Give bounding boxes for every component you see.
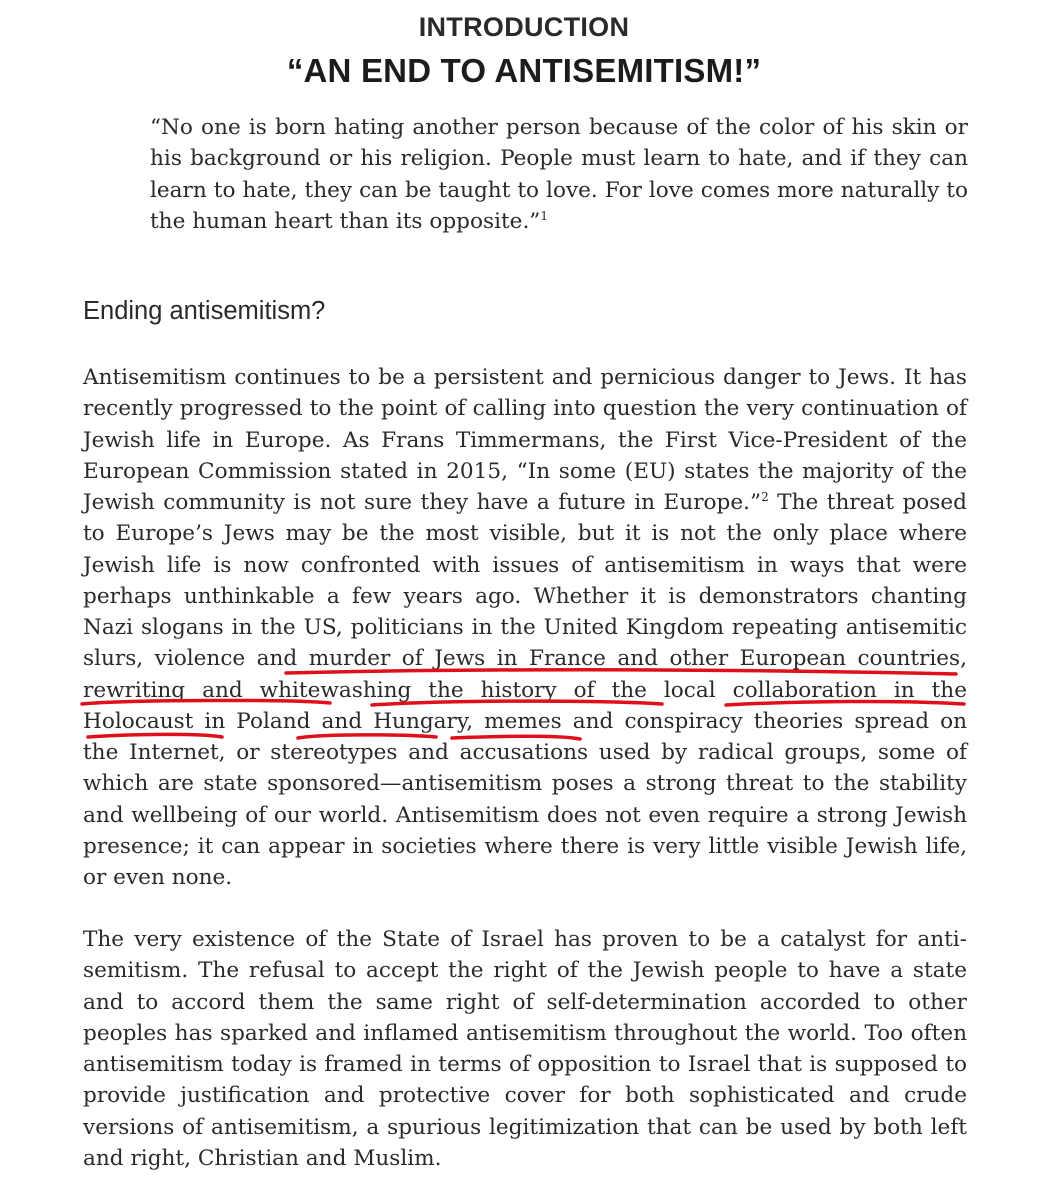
body-paragraph-2: The very existence of the State of Israel has proven to be a catalyst for antisemitism. The refusal to accept the right of the Jewish people to have a state and to accord them the same right of self-determination accorded to other peoples has sparked and inflamed antisemitism throughout the world. Too often antisemitism today is framed in terms of opposition to Israel that is supposed to provide justification and protective cover for both sophisticated and crude versions of antisemitism, a spurious legitimization that can be used by both left and right, Christian and Muslim. — [83, 927, 967, 1171]
chapter-title: “AN END TO ANTISEMITISM!” — [286, 52, 762, 89]
paragraph-1-part-a: Antisemitism continues to be a persistent and pernicious danger to Jews. It has recently progressed to the point of calling into question the very continuation of Jewish life in Europe. As Frans Timmermans, the First Vice-President of the European Commission stated in 2015, “In some (EU) states the majority of the Jewish community is not sure they have a future in Europe.” — [83, 365, 967, 515]
paragraph-1-part-b: The threat posed to Europe’s Jews may be the most visible, but it is not the only place where Jewish life is now confronted with issues of antisemitism in ways that were perhaps unthinkable a few years ago. Whether it is demonstrators chanting Nazi slogans in the US, politicians in the United Kingdom repeating antisemitic slurs, violence and murder of Jews in France and other European countries, rewriting and whitewashing the history of the local collaboration in the Holocaust in Poland and Hungary, memes and conspiracy theories spread on the Internet, or stereotypes and accusations used by radical groups, some of which are state sponsored—antisemitism poses a strong threat to the stability and wellbeing of our world. Antisemitism does not even require a strong Jewish presence; it can appear in societies where there is very little visible Jewish life, or even none. — [83, 490, 967, 890]
epigraph-quote — [150, 112, 968, 237]
footnote-marker-1[interactable]: 1 — [540, 208, 548, 223]
chapter-kicker: INTRODUCTION — [418, 12, 630, 42]
footnote-marker-2[interactable]: 2 — [761, 489, 769, 504]
section-heading: Ending antisemitism? — [83, 297, 326, 325]
body-paragraph-1 — [83, 362, 967, 893]
epigraph-text: “No one is born hating another person because of the color of his skin or his background or his religion. People must learn to hate, and if they can learn to hate, they can be taught to love. For love comes more naturally to the human heart than its opposite.” — [150, 115, 968, 234]
